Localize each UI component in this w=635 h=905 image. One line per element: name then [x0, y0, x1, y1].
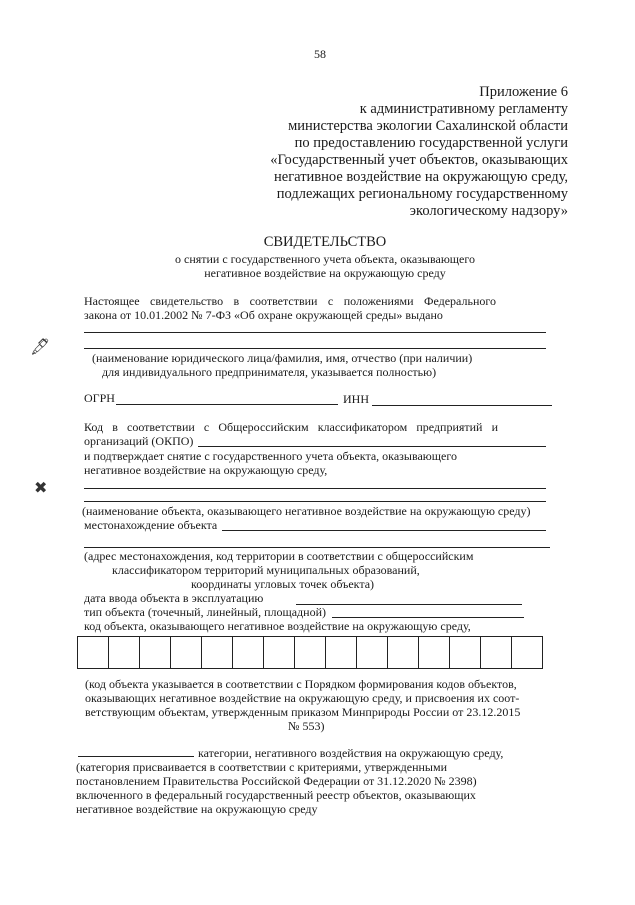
code-cell[interactable] — [202, 637, 233, 668]
recipient-line-1[interactable] — [84, 332, 546, 333]
name-note-1: (наименование юридического лица/фамилия, имя, отчество (при наличии) — [92, 351, 473, 365]
appendix-line-4: по предоставлению государственной услуги — [294, 135, 568, 151]
code-cell[interactable] — [140, 637, 171, 668]
document-title: СВИДЕТЕЛЬСТВО — [263, 234, 387, 250]
address-note-2: классификатором территорий муниципальных образований, — [112, 563, 420, 577]
type-label: тип объекта (точечный, линейный, площадной) — [84, 605, 326, 619]
code-cell[interactable] — [512, 637, 542, 668]
okpo-line-2: организаций (ОКПО) — [84, 434, 194, 448]
code-cell[interactable] — [78, 637, 109, 668]
appendix-line-2: к административному регламенту — [359, 101, 568, 117]
type-field[interactable] — [332, 617, 524, 618]
code-cell[interactable] — [295, 637, 326, 668]
commission-field[interactable] — [296, 604, 522, 605]
page-number: 58 — [314, 47, 326, 61]
code-label: код объекта, оказывающего негативное воздействие на окружающую среду, — [84, 619, 471, 633]
recipient-line-2[interactable] — [84, 348, 546, 349]
code-cell[interactable] — [171, 637, 202, 668]
confirm-line-1: и подтверждает снятие с государственного учета объекта, оказывающего — [84, 449, 457, 463]
code-cell[interactable] — [357, 637, 388, 668]
intro-line-2: закона от 10.01.2002 № 7-ФЗ «Об охране окружающей среды» выдано — [84, 308, 443, 322]
category-line-5: негативное воздействие на окружающую среду — [76, 802, 318, 816]
code-cell[interactable] — [450, 637, 481, 668]
intro-line-1: Настоящее свидетельство в соответствии с положениями Федерального — [84, 294, 496, 308]
okpo-field[interactable] — [198, 446, 546, 447]
object-note: (наименование объекта, оказывающего негативное воздействие на окружающую среду) — [82, 504, 531, 518]
appendix-line-1: Приложение 6 — [479, 84, 568, 100]
code-cell[interactable] — [264, 637, 295, 668]
code-cell[interactable] — [419, 637, 450, 668]
code-cell[interactable] — [109, 637, 140, 668]
code-note-1: (код объекта указывается в соответствии с Порядком формирования кодов объектов, — [85, 677, 517, 691]
appendix-line-3: министерства экологии Сахалинской области — [288, 118, 568, 134]
inn-field[interactable] — [372, 405, 552, 406]
appendix-line-8: экологическому надзору» — [409, 203, 568, 219]
category-line-4: включенного в федеральный государственный реестр объектов, оказывающих — [76, 788, 476, 802]
category-line-2: (категория присваивается в соответствии с критериями, утвержденными — [76, 760, 448, 774]
appendix-line-5: «Государственный учет объектов, оказывающих — [270, 152, 568, 168]
name-note-2: для индивидуального предпринимателя, указывается полностью) — [102, 365, 437, 379]
confirm-line-2: негативное воздействие на окружающую среду, — [84, 463, 328, 477]
margin-mark-icon: 🖋︎ — [30, 339, 51, 356]
object-code-boxes[interactable] — [77, 636, 543, 669]
location-label: местонахождение объекта — [84, 518, 218, 532]
category-line-1: категории, негативного воздействия на окружающую среду, — [198, 746, 504, 760]
ogrn-field[interactable] — [116, 404, 338, 405]
address-note-3: координаты угловых точек объекта) — [191, 577, 375, 591]
margin-mark-icon: ✖ — [34, 480, 48, 497]
code-cell[interactable] — [233, 637, 264, 668]
object-line-1[interactable] — [84, 488, 546, 489]
category-field[interactable] — [78, 756, 194, 757]
commission-label: дата ввода объекта в эксплуатацию — [84, 591, 264, 605]
code-note-2: оказывающих негативное воздействие на окружающую среду, и присвоения их соот- — [85, 691, 520, 705]
object-line-2[interactable] — [84, 501, 546, 502]
document-subtitle-1: о снятии с государственного учета объекта, оказывающего — [175, 252, 475, 266]
location-line-2[interactable] — [84, 547, 550, 548]
okpo-line-1: Код в соответствии с Общероссийским классификатором предприятий и — [84, 420, 498, 434]
code-cell[interactable] — [481, 637, 512, 668]
code-note-4: № 553) — [288, 719, 325, 733]
appendix-line-6: негативное воздействие на окружающую среду, — [274, 169, 568, 185]
code-cell[interactable] — [326, 637, 357, 668]
inn-label: ИНН — [343, 392, 369, 406]
category-line-3: постановлением Правительства Российской Федерации от 31.12.2020 № 2398) — [76, 774, 477, 788]
ogrn-label: ОГРН — [84, 391, 115, 405]
code-cell[interactable] — [388, 637, 419, 668]
document-subtitle-2: негативное воздействие на окружающую среду — [204, 266, 446, 280]
code-note-3: ветствующим объектам, утвержденным приказом Минприроды России от 23.12.2015 — [85, 705, 521, 719]
appendix-line-7: подлежащих региональному государственному — [276, 186, 568, 202]
address-note-1: (адрес местонахождения, код территории в соответствии с общероссийским — [84, 549, 474, 563]
location-field[interactable] — [222, 530, 546, 531]
